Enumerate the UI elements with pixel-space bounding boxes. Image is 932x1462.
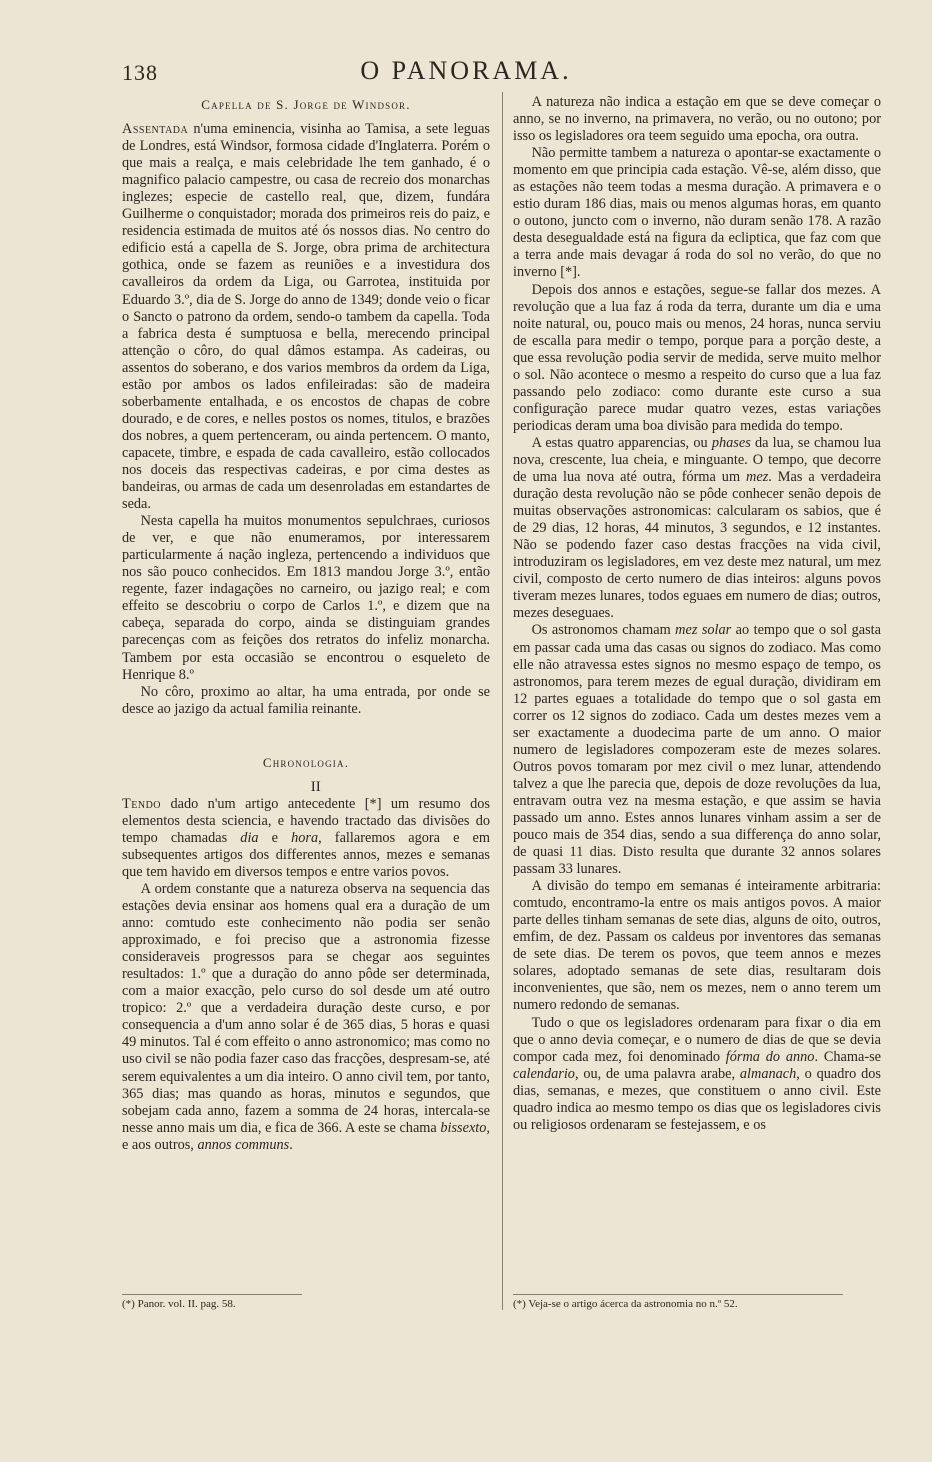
right-column <box>513 94 881 1134</box>
paragraph: Os astronomos chamam mez solar ao tempo que o sol gasta em passar cada uma das casas ou signos do zodiaco. Mas como elle não atravessa estes signos no mesmo espaço de tempo, os astronomos, para terem mezes de egual duração, dividiram em 12 partes eguaes a totalidade do tempo que o sol gasta em correr os 12 signos do zodiaco. Cada um destes mezes vem a ser exactamente a duodecima parte de um anno. O maior numero de legisladores compozeram este de mezes solares. Outros povos tomaram por mez civil o mez lunar, attendendo talvez a que lhe parecia que, depois de doze revoluções da lua, entravam outra vez na mesma estação, e que assim se havia passado um anno. Estes annos lunares vinham assim a ser de pouco mais de 354 dias, sendo a sua differença do anno solar, de quasi 11 dias. Disto resulta que durante 32 annos solares passam 33 lunares. <box>513 622 881 878</box>
paragraph: Assentada n'uma eminencia, visinha ao Tamisa, a sete leguas de Londres, está Windsor, formosa cidade d'Inglaterra. Porém o que mais a realça, e mais celebridade lhe tem ganhado, é o magnifico palacio campestre, ou casa de recreio dos monarchas inglezes; especie de castello real, que, dizem, fundára Guilherme o conquistador; morada dos primeiros reis do paiz, e residencia estimada de muitos até ós nossos dias. No centro do edificio está a capella de S. Jorge, obra prima de architectura gothica, onde se fazem as reuniões e a investidura dos cavalleiros da ordem da Liga, ou Garrotea, instituida por Eduardo 3.º, dia de S. Jorge do anno de 1349; donde veio o ficar o Sancto o patrono da ordem, sendo-o tambem da capella. Toda a fabrica desta é sumptuosa e bella, merecendo principal attenção o côro, do qual dâmos estampa. As cadeiras, ou assentos do soberano, e dos varios membros da ordem da Liga, estão por ambos os lados enfileiradas: são de madeira soberbamente entalhada, e os encostos de chapas de cobre dourado, e de cores, e nelles postos os nomes, titulos, e brazões dos nobres, a quem pertenceram, ou ainda pertencem. O manto, capacete, timbre, e espada de cada cavalleiro, estão collocados nos doceis das respectivas cadeiras, e por cima destes as bandeiras, ou armas de cada um desenroladas em estandartes de seda. <box>122 121 490 513</box>
column-divider <box>502 92 503 1310</box>
footnote-left: (*) Panor. vol. II. pag. 58. <box>122 1294 302 1311</box>
paragraph: Tendo dado n'um artigo antecedente [*] um resumo dos elementos desta sciencia, e havendo tractado das divisões do tempo chamadas dia e hora, fallaremos agora e em subsequentes artigos dos differentes annos, mezes e semanas que tem havido em diversos tempos e entre varios povos. <box>122 795 490 880</box>
running-title: O PANORAMA. <box>360 56 572 85</box>
paragraph: A divisão do tempo em semanas é inteiramente arbitraria: comtudo, encontramo-la entre os mais antigos povos. A maior parte delles tinham semanas de sete dias, alguns de oito, outros, emfim, de dez. Passam os caldeus por inventores das semanas de sete dias. De terem os povos, que teem annos e mezes solares, adoptado semanas de sete dias, resultaram dois inconvenientes, que são, nem os mezes, nem o anno terem um numero redondo de semanas. <box>513 878 881 1014</box>
section-numeral: II <box>310 778 321 795</box>
footnote-right: (*) Veja-se o artigo ácerca da astronomia no n.º 52. <box>513 1294 843 1311</box>
paragraph: Nesta capella ha muitos monumentos sepulchraes, curiosos de ver, e que não enumeramos, por interessarem particularmente á nação ingleza, pertencendo a individuos que nos são pouco conhecidos. Em 1813 mandou Jorge 3.º, então regente, fazer indagações no carneiro, ou jazigo real; e com effeito se descobriu o corpo de Carlos 1.º, e dizem que na cabeça, separada do corpo, ainda se distinguiam grandes parecenças com as feições dos retratos do infeliz monarcha. Tambem por esta occasião se encontrou o esqueleto de Henrique 8.º <box>122 513 490 683</box>
paragraph: Depois dos annos e estações, segue-se fallar dos mezes. A revolução que a lua faz á roda da terra, durante um dia e uma noite natural, ou, pouco mais ou menos, 24 horas, nunca serviu de escalla para medir o tempo, porque para a porção deste, a que essa revolução podia servir de medida, serve muito melhor o sol. Não acontece o mesmo a respeito do curso que a lua faz passando pelo zodiaco: como durante este curso a sua configuração parece mudar quatro vezes, estas variações periodicas deram uma boa divisão para medida do tempo. <box>513 281 881 434</box>
page-number: 138 <box>122 60 158 85</box>
lead-word: Assentada <box>122 121 189 138</box>
paragraph: A estas quatro apparencias, ou phases da lua, se chamou lua nova, crescente, lua cheia, e minguante. O tempo, que decorre de uma lua nova até outra, fórma um mez. Mas a verdadeira duração desta revolução não se pôde conhecer senão depois de muitas observações astronomicas: calcularam os sabios, que é de 29 dias, 12 horas, 44 minutos, 3 segundos, e 12 instantes. Não se podendo fazer caso destas fracções na vida civil, introduziram os legisladores, em vez deste mez natural, um mez civil, composto de certo numero de dias inteiros: alguns povos tiveram mezes lunares, todos eguaes em numero de dias; outros, mezes deseguaes. <box>513 434 881 622</box>
paragraph: A ordem constante que a natureza observa na sequencia das estações devia ensinar aos homens qual era a duração de um anno: comtudo este conhecimento não podia ser senão approximado, e foi preciso que a astronomia fizesse consideraveis progressos para se chegar aos seguintes resultados: 1.º que a duração do anno pôde ser determinada, com a maior exacção, pelo curso do sol desde um até outro tropico: 2.º que a verdadeira duração deste curso, e por consequencia a d'um anno solar é de 365 dias, 5 horas e quasi 49 minutos. Tal é com effeito o anno astronomico; mas como no uso civil se não podia fazer caso das fracções, despresam-se, até serem equivalentes a um dia inteiro. O anno civil tem, por tanto, 365 dias; mas quando as horas, minutos e segundos, que sobejam cada anno, fazem a somma de 24 horas, intercala-se nesse anno mais um dia, e fica de 366. A este se chama bissexto, e aos outros, annos communs. <box>122 881 490 1153</box>
left-column <box>122 94 490 1154</box>
article-heading-chronologia: Chronologia. <box>262 754 350 770</box>
paragraph: Tudo o que os legisladores ordenaram para fixar o dia em que o anno devia começar, e o numero de dias de que se devia compor cada mez, foi denominado fórma do anno. Chama-se calendario, ou, de uma palavra arabe, almanach, o quadro dos dias, semanas, e mezes, que constituem o anno civil. Este quadro indica ao mesmo tempo os dias que os legisladores civis ou religiosos ordenaram se festejassem, e os <box>513 1014 881 1133</box>
lead-word: Tendo <box>122 795 162 812</box>
article-heading-capella: Capella de S. Jorge de Windsor. <box>201 97 411 112</box>
paragraph: A natureza não indica a estação em que se deve começar o anno, se no inverno, na primavera, no verão, ou no outono; por isso os legisladores ora teem seguido uma epocha, ora outra. <box>513 94 881 145</box>
paragraph: No côro, proximo ao altar, ha uma entrada, por onde se desce ao jazigo da actual familia reinante. <box>122 683 490 717</box>
paragraph: Não permitte tambem a natureza o apontar-se exactamente o momento em que principia cada estação. Vê-se, além disso, que as estações não teem todas a mesma duração. A primavera e o estio duram 186 dias, mais ou menos algumas horas, em quanto o outono, juncto com o inverno, não duram senão 178. A razão desta desegualdade está na figura da ecliptica, que faz com que a terra ande mais devagar á roda do sol no verão, do que no inverno [*]. <box>513 145 881 281</box>
